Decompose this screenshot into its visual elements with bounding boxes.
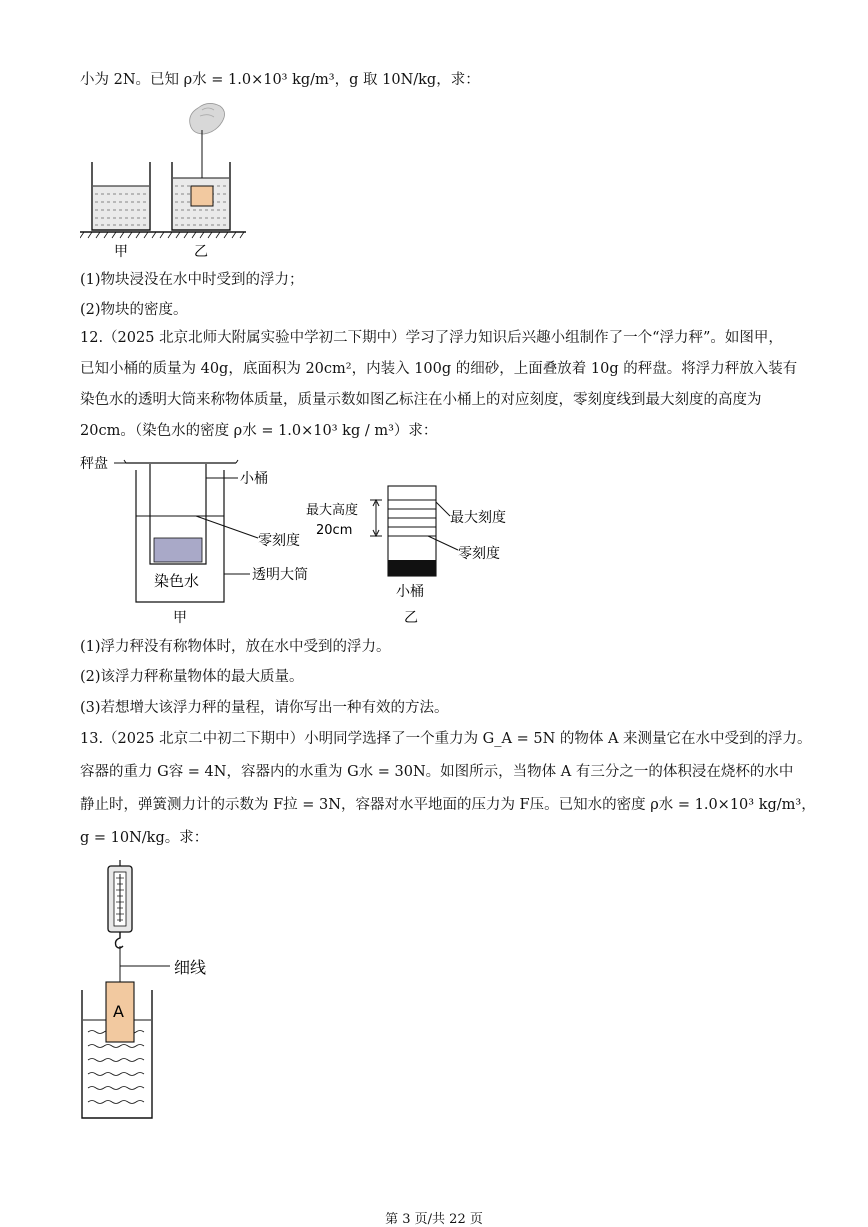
- label-dyed-water: 染色水: [154, 572, 200, 590]
- q12-question-1: (1)浮力秤没有称物体时，放在水中受到的浮力。: [80, 639, 391, 655]
- beaker-yi: [172, 162, 230, 230]
- figure-label-jia: 甲: [173, 610, 187, 626]
- q12-stem-line-3: 染色水的透明大筒来称物体质量，质量示数如图乙标注在小桶上的对应刻度，零刻度线到最大刻度的高度为: [80, 392, 762, 408]
- q12-question-3: (3)若想增大该浮力秤的量程，请你写出一种有效的方法。: [80, 700, 449, 716]
- q13-stem-line-1: 13.（2025 北京二中初二下期中）小明同学选择了一个重力为 G_A = 5N 的物体 A 来测量它在水中受到的浮力。: [80, 731, 812, 747]
- label-big-cylinder: 透明大筒: [252, 567, 308, 583]
- beaker-jia: [92, 162, 150, 230]
- label-bucket-b: 小桶: [396, 584, 424, 600]
- q12-stem-line-2: 已知小桶的质量为 40g，底面积为 20cm²，内装入 100g 的细砂，上面叠放着 10g 的秤盘。将浮力秤放入装有: [80, 361, 798, 377]
- q12-stem-line-4: 20cm。（染色水的密度 ρ水 = 1.0×10³ kg / m³）求：: [80, 423, 438, 439]
- q12-stem-line-1: 12.（2025 北京北师大附属实验中学初二下期中）学习了浮力知识后兴趣小组制作了一个“浮力秤”。如图甲，: [80, 330, 783, 346]
- figure-beakers-jia-yi: [80, 100, 260, 265]
- page-footer: 第 3 页/共 22 页: [385, 1212, 483, 1227]
- figure-buoyancy-scale: [78, 450, 538, 630]
- figure-label-yi: 乙: [404, 610, 418, 626]
- figure-spring-scale-beaker: [78, 860, 238, 1125]
- label-block-a: A: [113, 1002, 124, 1021]
- figure-label-yi: 乙: [194, 244, 208, 260]
- intro-line: 小为 2N。已知 ρ水 = 1.0×10³ kg/m³，g 取 10N/kg，求：: [80, 72, 480, 88]
- q13-stem-line-4: g = 10N/kg。求：: [80, 830, 209, 846]
- figure-label-jia: 甲: [114, 244, 128, 260]
- q13-stem-line-2: 容器的重力 G容 = 4N，容器内的水重为 G水 = 30N。如图所示，当物体 A 有三分之一的体积浸在烧杯的水中: [80, 764, 794, 780]
- q12-question-2: (2)该浮力秤称量物体的最大质量。: [80, 669, 304, 685]
- immersed-block: [191, 186, 213, 206]
- label-max-mark: 最大刻度: [450, 510, 506, 526]
- hand-icon: [190, 103, 225, 134]
- label-zero-mark: 零刻度: [258, 533, 300, 549]
- label-bucket: 小桶: [240, 471, 268, 487]
- q11-question-1: (1)物块浸没在水中时受到的浮力；: [80, 272, 304, 288]
- label-height-value: 20cm: [316, 523, 353, 538]
- label-thread: 细线: [174, 958, 207, 977]
- q13-stem-line-3: 静止时，弹簧测力计的示数为 F拉 = 3N，容器对水平地面的压力为 F压。已知水的密度 ρ水 = 1.0×10³ kg/m³，: [80, 797, 816, 813]
- label-zero-mark-b: 零刻度: [458, 546, 500, 562]
- bucket-scale: [388, 486, 436, 576]
- q11-question-2: (2)物块的密度。: [80, 302, 188, 318]
- label-pan: 秤盘: [80, 456, 108, 472]
- label-max-height: 最大高度: [306, 503, 359, 518]
- spring-scale-icon: [108, 860, 132, 948]
